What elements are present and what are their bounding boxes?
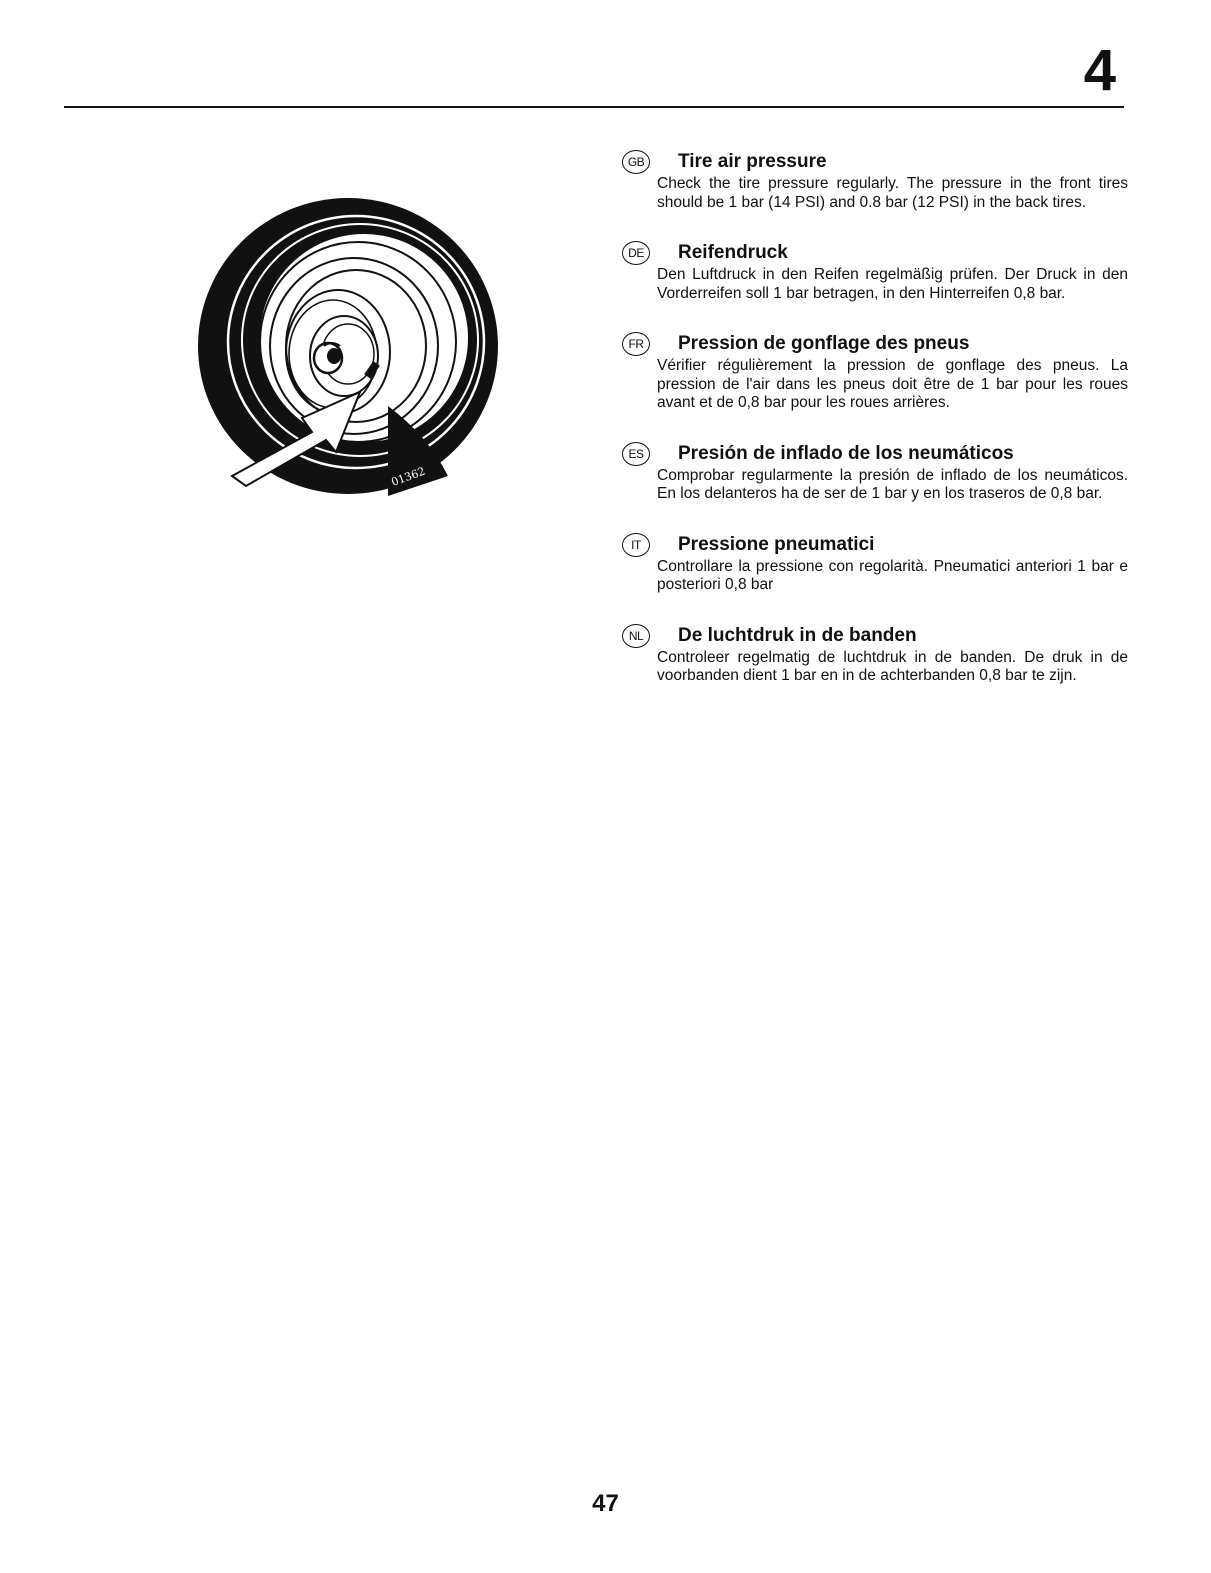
section-body-it: Controllare la pressione con regolarità. Pneumatici anteriori 1 bar e posteriori 0,8 bar [657, 557, 1128, 593]
section-gb [620, 150, 1128, 212]
section-body-fr: Vérifier régulièrement la pression de gonflage des pneus. La pression de l'air dans les pneus doit être de 1 bar pour les roues avant et de 0,8 bar pour les roues arrières. [657, 357, 1128, 411]
section-es [620, 442, 1128, 504]
section-fr [620, 332, 1128, 413]
section-title-fr: Pression de gonflage des pneus [678, 333, 970, 354]
lang-badge-it: IT [622, 533, 650, 557]
lang-badge-de: DE [622, 241, 650, 265]
lang-badge-nl: NL [622, 624, 650, 648]
section-nl [620, 624, 1128, 686]
tire-with-valve-arrow-icon [188, 196, 504, 512]
page-number: 47 [592, 1490, 619, 1517]
instruction-sections [620, 150, 1128, 715]
section-body-de: Den Luftdruck in den Reifen regelmäßig prüfen. Der Druck in den Vorderreifen soll 1 bar betragen, in den Hinterreifen 0,8 bar. [657, 266, 1128, 302]
section-title-de: Reifendruck [678, 242, 788, 263]
chapter-number: 4 [1083, 38, 1115, 103]
section-body-gb: Check the tire pressure regularly. The pressure in the front tires should be 1 bar (14 PSI) and 0.8 bar (12 PSI) in the back tires. [657, 175, 1128, 211]
lang-badge-es: ES [622, 442, 650, 466]
section-it [620, 533, 1128, 595]
section-title-it: Pressione pneumatici [678, 533, 875, 555]
header-rule [64, 106, 1124, 108]
section-body-nl: Controleer regelmatig de luchtdruk in de banden. De druk in de voorbanden dient 1 bar en in de achterbanden 0,8 bar te zijn. [657, 648, 1128, 684]
section-title-nl: De luchtdruk in de banden [678, 624, 917, 646]
section-body-es: Comprobar regularmente la presión de inflado de los neumáticos. En los delanteros ha de ser de 1 bar y en los traseros de 0,8 bar. [657, 466, 1128, 502]
section-de [620, 241, 1128, 303]
figure-label: 01362 [389, 464, 427, 489]
lang-badge-gb: GB [622, 150, 650, 174]
section-title-es: Presión de inflado de los neumáticos [678, 442, 1014, 464]
section-title-gb: Tire air pressure [678, 151, 827, 172]
lang-badge-fr: FR [622, 332, 650, 356]
